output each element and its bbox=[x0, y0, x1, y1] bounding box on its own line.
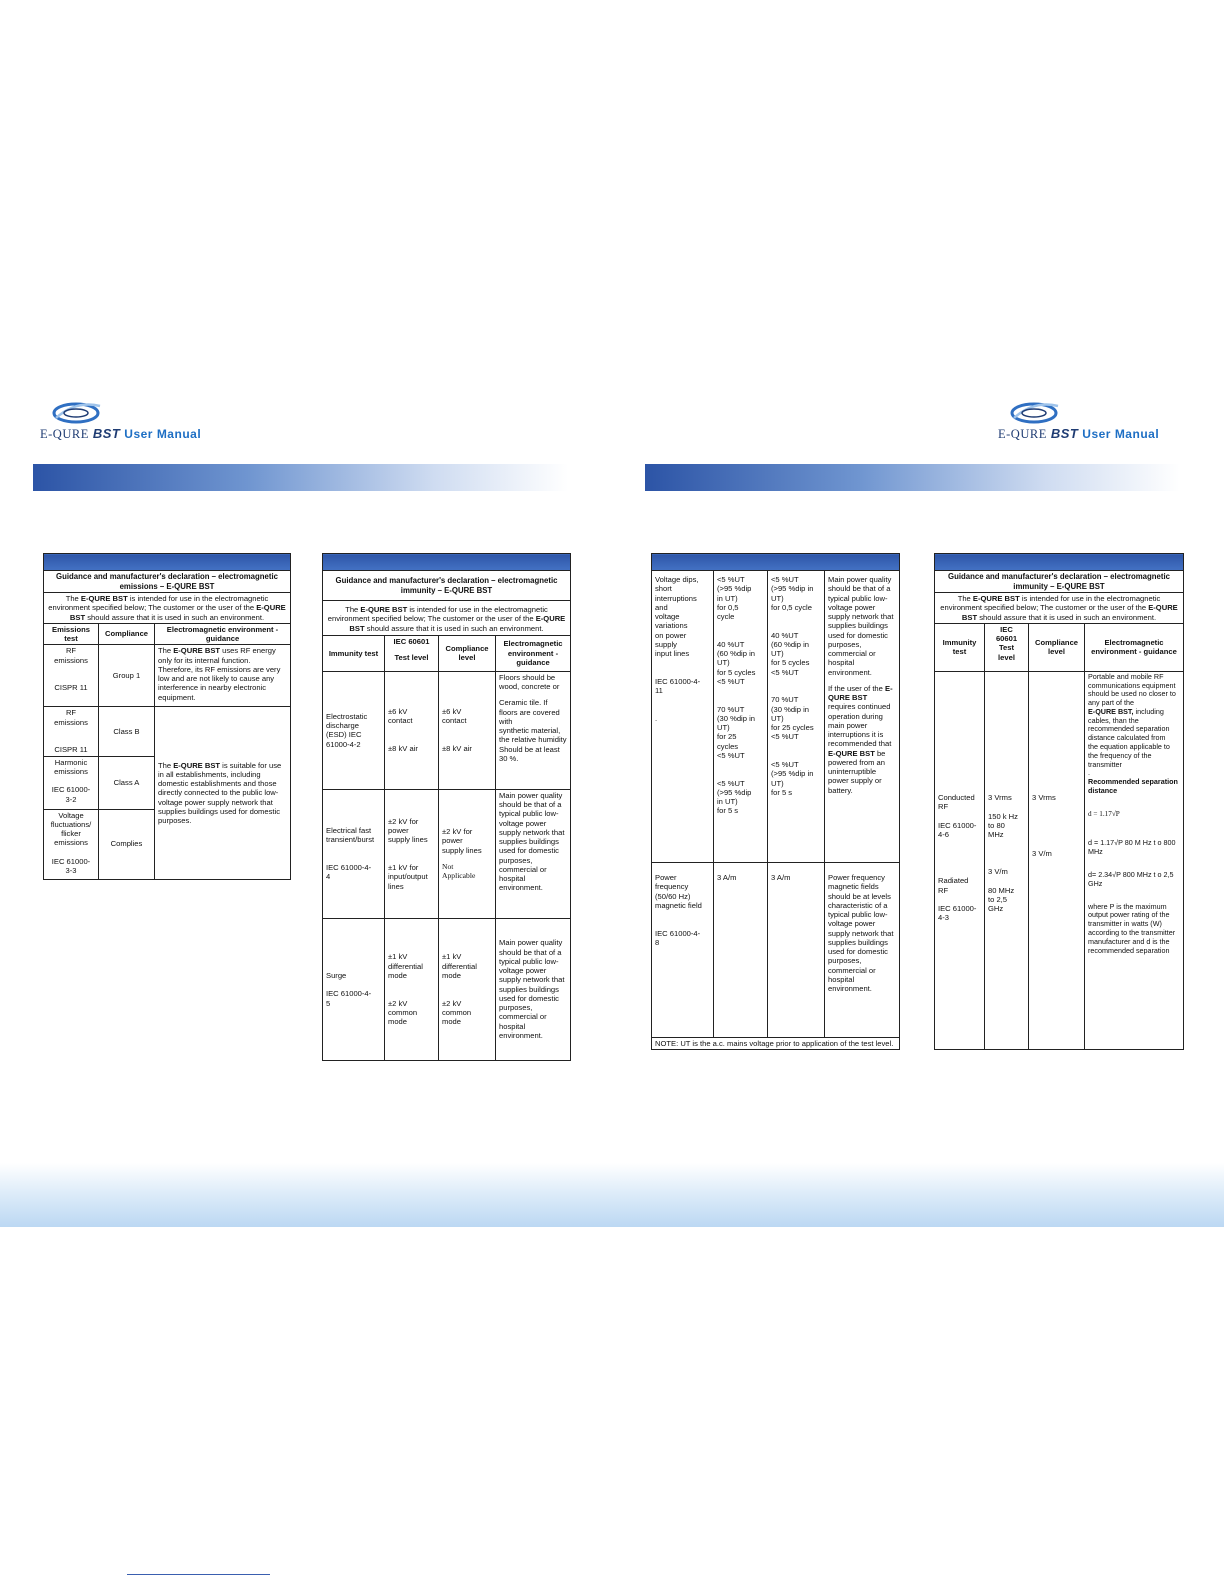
bottom-gradient-band bbox=[0, 1163, 1224, 1227]
table-intro: The E-QURE BST is intended for use in the electromagnetic environment specified below; The customer or the user of the E-QURE BST should assure that it is used in such an environment. bbox=[44, 593, 291, 624]
emissions-table bbox=[43, 553, 291, 880]
logo-brand-model: BST bbox=[92, 426, 121, 441]
col-immunity-test: Immunity test bbox=[935, 623, 985, 671]
col-test-level: IEC 60601 Test level bbox=[985, 623, 1029, 671]
table-row: Harmonic emissions IEC 61000- 3-2 Class A bbox=[44, 756, 291, 809]
logo bbox=[40, 398, 230, 442]
table-title: Guidance and manufacturer's declaration – electromagnetic emissions – E-QURE BST bbox=[44, 571, 291, 593]
logo-swoosh-icon bbox=[50, 398, 102, 426]
right-header-bar bbox=[645, 464, 1180, 491]
logo-manual-label: User Manual bbox=[124, 427, 202, 441]
table-note: NOTE: UT is the a.c. mains voltage prior to application of the test level. bbox=[652, 1038, 900, 1050]
table-row: Conducted RF IEC 61000- 4-6 Radiated RF IEC 61000- 4-3 3 Vrms 150 k Hz to 80 MHz 3 V/m 80 MHz to 2,5 GHz 3 Vrms 3 V/m Portable and mobile RF communications equipment should be used no closer to any part of the E-QURE BST, including cables, than the recommended separation distance calculated from the equation applicable to the frequency of the transmitter . Recommended separation distance d = 1.17√P d = 1.17√P 80 M Hz t o 800 MHz d= 2.34√P 800 MHz t o 2,5 GHz where P is the maximum output power rating of the transmitter in watts (W) according to the transmitter manufacturer and d is the recommended separation bbox=[935, 671, 1184, 1049]
immunity-table bbox=[322, 553, 571, 1061]
table-row: Voltage dips, short interruptions and voltage variations on power supply input lines IEC 61000-4- 11 . <5 %UT (>95 %dip in UT) for 0,5 cycle 40 %UT (60 %dip in UT) for 5 cycles <5 %UT 70 %UT (30 %dip in UT) for 25 cycles <5 %UT <5 %UT (>95 %dip in UT) for 5 s <5 %UT (>95 %dip in UT) for 0,5 cycle 40 %UT (60 %dip in UT) for 5 cycles <5 %UT 70 %UT (30 %dip in UT) for 25 cycles <5 %UT <5 %UT (>95 %dip in UT) for 5 s Main power quality should be that of a typical public low-voltage power supply network that supplies buildings used for domestic purposes, commercial or hospital environment. If the user of the E-QURE BST requires continued operation during main power interruptions it is recommended that E-QURE BST be powered from an uninterruptible power supply or battery. bbox=[652, 571, 900, 863]
table-header-band bbox=[935, 554, 1184, 571]
col-compliance: Compliance bbox=[99, 623, 155, 645]
table-row: Electrical fast transient/burst IEC 61000-4- 4 ±2 kV for power supply lines ±1 kV for input/output lines ±2 kV for power supply lines Not Applicable Main power quality should be that of a typical public low-voltage power supply network that supplies buildings used for domestic purposes, commercial or hospital environment. bbox=[323, 789, 571, 918]
table-row: Electrostatic discharge (ESD) IEC 61000-4-2 ±6 kV contact ±8 kV air ±6 kV contact ±8 kV air Floors should be wood, concrete or Ceramic tile. If floors are covered with synthetic material, the relative humidity Should be at least 30 %. bbox=[323, 671, 571, 789]
logo bbox=[998, 398, 1188, 442]
table-row: RF emissions CISPR 11 Class B The E-QURE BST is suitable for use in all establishments, including domestic establishments and those directly connected to the public low-voltage power supply network that supplies buildings used for domestic purposes. bbox=[44, 707, 291, 756]
col-guidance: Electromagnetic environment - guidance bbox=[155, 623, 291, 645]
table-column-headers bbox=[935, 623, 1184, 671]
rf-immunity-table bbox=[934, 553, 1184, 1050]
table-intro: The E-QURE BST is intended for use in the electromagnetic environment specified below; The customer or the user of the E-QURE BST should assure that it is used in such an environment. bbox=[935, 593, 1184, 624]
table-row: Surge IEC 61000-4- 5 ±1 kV differential mode ±2 kV common mode ±1 kV differential mode ±2 kV common mode Main power quality should be that of a typical public low-voltage power supply network that supplies buildings used for domestic purposes, commercial or hospital environment. bbox=[323, 918, 571, 1060]
footer-link-underline[interactable] bbox=[127, 1574, 270, 1575]
table-header-band bbox=[44, 554, 291, 571]
table-column-headers bbox=[323, 635, 571, 671]
logo-brand-prefix: E-QURE bbox=[40, 427, 89, 441]
col-compliance-level: Compliance level bbox=[439, 635, 496, 671]
table-header-band bbox=[652, 554, 900, 571]
logo-brand-prefix: E-QURE bbox=[998, 427, 1047, 441]
col-guidance: Electromagnetic environment - guidance bbox=[496, 635, 571, 671]
left-header-bar bbox=[33, 464, 568, 491]
table-row: RF emissions CISPR 11 Group 1 The E-QURE BST uses RF energy only for its internal function. Therefore, its RF emissions are very low and are not likely to cause any interference in nearby electronic equipment. bbox=[44, 645, 291, 707]
logo-text bbox=[40, 426, 201, 442]
logo-manual-label: User Manual bbox=[1082, 427, 1160, 441]
table-header-band bbox=[323, 554, 571, 571]
logo-swoosh-icon bbox=[1008, 398, 1060, 426]
table-title: Guidance and manufacturer's declaration – electromagnetic immunity – E-QURE BST bbox=[323, 571, 571, 601]
table-row: Power frequency (50/60 Hz) magnetic field IEC 61000-4- 8 3 A/m 3 A/m Power frequency magnetic fields should be at levels characteristic of a typical public low-voltage power supply network that supplies buildings used for domestic purposes, commercial or hospital environment. bbox=[652, 863, 900, 1038]
logo-text bbox=[998, 426, 1159, 442]
col-guidance: Electromagnetic environment - guidance bbox=[1085, 623, 1184, 671]
col-immunity-test: Immunity test bbox=[323, 635, 385, 671]
table-row: Voltage fluctuations/ flicker emissions IEC 61000- 3-3 Complies bbox=[44, 809, 291, 879]
immunity-table-continued bbox=[651, 553, 900, 1050]
table-title: Guidance and manufacturer's declaration – electromagnetic immunity – E-QURE BST bbox=[935, 571, 1184, 593]
col-emissions-test: Emissions test bbox=[44, 623, 99, 645]
col-compliance-level: Compliance level bbox=[1029, 623, 1085, 671]
col-test-level: IEC 60601 Test level bbox=[385, 635, 439, 671]
table-column-headers bbox=[44, 623, 291, 645]
logo-brand-model: BST bbox=[1050, 426, 1079, 441]
table-intro: The E-QURE BST is intended for use in the electromagnetic environment specified below; The customer or the user of the E-QURE BST should assure that it is used in such an environment. bbox=[323, 601, 571, 636]
